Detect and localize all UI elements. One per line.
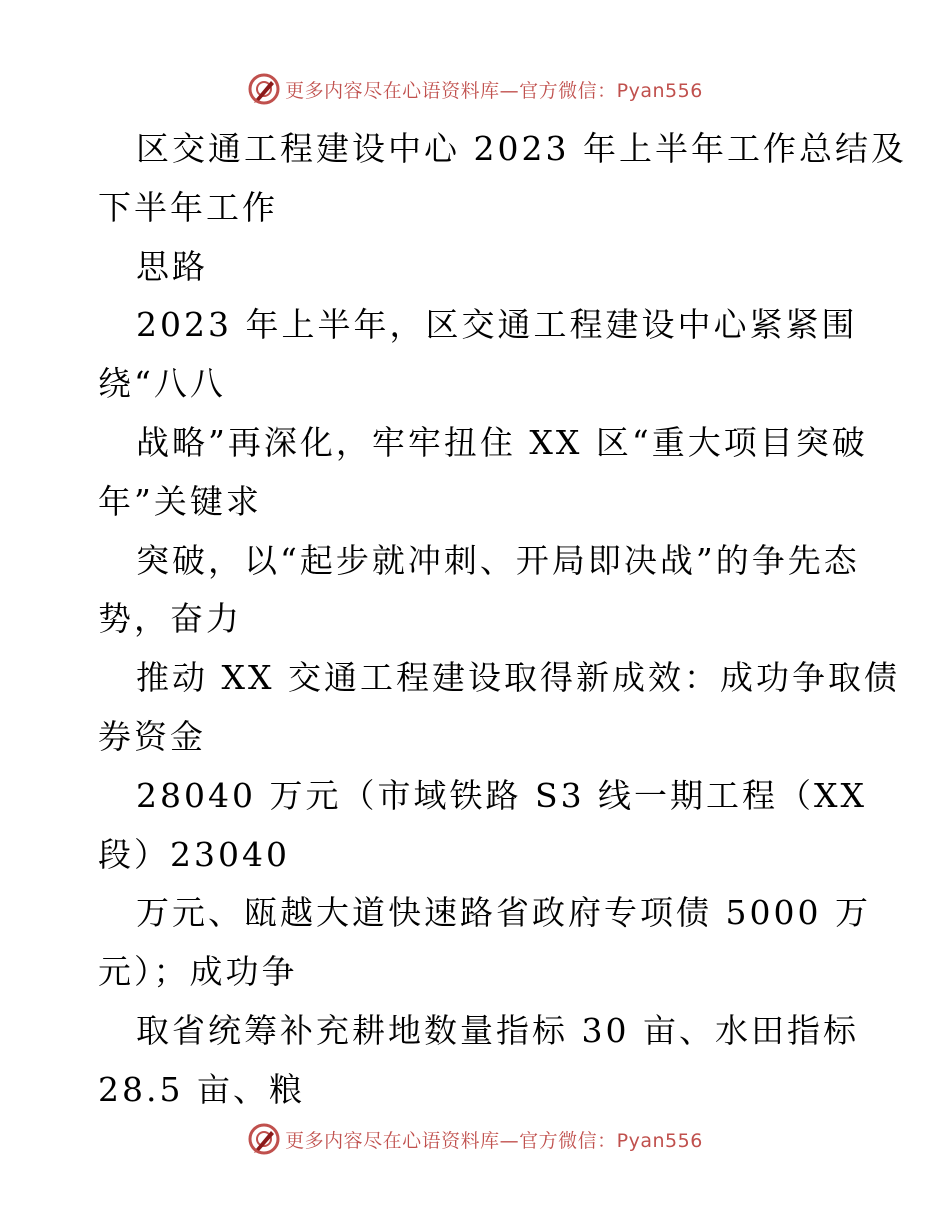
watermark-text: 更多内容尽在心语资料库—官方微信：Pyan556 [285,1129,703,1152]
text-line: 28.5 亩、粮 [98,1069,305,1109]
text-line: 突破，以“起步就冲刺、开局即决战”的争先态 [136,540,860,580]
text-line: 2023 年上半年，区交通工程建设中心紧紧围 [136,305,858,345]
text-line: 下半年工作 [98,187,278,227]
text-line: 取省统筹补充耕地数量指标 30 亩、水田指标 [136,1010,859,1050]
text-line: 元）；成功争 [98,952,298,992]
text-line: 券资金 [98,716,206,756]
text-line: 思路 [136,246,208,286]
text-line: 段）23040 [98,834,290,874]
pen-logo-icon [247,1122,281,1156]
text-line: 绕“八八 [98,364,226,404]
text-line: 年”关键求 [98,481,262,521]
text-line: 28040 万元（市域铁路 S3 线一期工程（XX [136,775,868,815]
text-line: 势，奋力 [98,599,242,639]
text-line: 区交通工程建设中心 2023 年上半年工作总结及 [136,129,907,168]
pen-logo-icon [247,72,281,106]
document-body [98,120,907,1120]
header-watermark [0,72,950,106]
text-line: 战略”再深化，牢牢扭住 XX 区“重大项目突破 [136,422,868,462]
watermark-text: 更多内容尽在心语资料库—官方微信：Pyan556 [285,79,703,102]
text-line: 推动 XX 交通工程建设取得新成效：成功争取债 [136,658,900,698]
footer-watermark [0,1122,950,1156]
text-line: 万元、瓯越大道快速路省政府专项债 5000 万 [136,893,871,933]
